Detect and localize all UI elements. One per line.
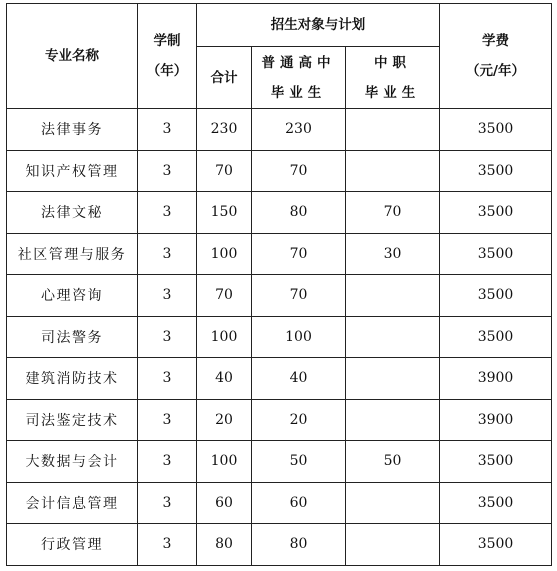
cell-years: 3 [138, 524, 197, 566]
cell-highschool: 60 [252, 482, 346, 524]
cell-total: 80 [197, 524, 252, 566]
cell-years: 3 [138, 233, 197, 275]
cell-fee: 3500 [440, 524, 552, 566]
cell-years: 3 [138, 358, 197, 400]
cell-total: 70 [197, 150, 252, 192]
enrollment-plan-table [6, 3, 552, 566]
cell-total: 100 [197, 233, 252, 275]
cell-vocational [346, 482, 440, 524]
cell-years: 3 [138, 399, 197, 441]
cell-total: 100 [197, 441, 252, 483]
cell-highschool: 100 [252, 316, 346, 358]
cell-years: 3 [138, 482, 197, 524]
header-total: 合计 [197, 47, 252, 109]
table-row [7, 399, 552, 441]
cell-major: 心理咨询 [7, 275, 138, 317]
cell-vocational [346, 524, 440, 566]
cell-total: 20 [197, 399, 252, 441]
cell-major: 法律文秘 [7, 192, 138, 234]
cell-major: 建筑消防技术 [7, 358, 138, 400]
cell-years: 3 [138, 441, 197, 483]
cell-total: 230 [197, 109, 252, 151]
header-plan-group: 招生对象与计划 [197, 4, 440, 47]
cell-major: 会计信息管理 [7, 482, 138, 524]
table-row [7, 316, 552, 358]
header-fee: 学费 （元/年） [440, 4, 552, 109]
cell-fee: 3500 [440, 109, 552, 151]
cell-major: 司法警务 [7, 316, 138, 358]
cell-vocational: 70 [346, 192, 440, 234]
cell-vocational: 30 [346, 233, 440, 275]
table-row [7, 358, 552, 400]
table-row [7, 109, 552, 151]
cell-total: 40 [197, 358, 252, 400]
cell-total: 60 [197, 482, 252, 524]
cell-total: 150 [197, 192, 252, 234]
cell-highschool: 70 [252, 150, 346, 192]
table-row [7, 150, 552, 192]
cell-vocational [346, 275, 440, 317]
cell-major: 司法鉴定技术 [7, 399, 138, 441]
table-row [7, 482, 552, 524]
cell-vocational [346, 316, 440, 358]
table-row [7, 524, 552, 566]
cell-highschool: 40 [252, 358, 346, 400]
cell-major: 法律事务 [7, 109, 138, 151]
header-vocational: 中职 毕业生 [346, 47, 440, 109]
cell-fee: 3500 [440, 233, 552, 275]
cell-highschool: 20 [252, 399, 346, 441]
cell-years: 3 [138, 316, 197, 358]
cell-years: 3 [138, 109, 197, 151]
table-row [7, 233, 552, 275]
cell-fee: 3500 [440, 482, 552, 524]
table-row [7, 192, 552, 234]
table-header [7, 4, 552, 109]
cell-major: 大数据与会计 [7, 441, 138, 483]
cell-vocational [346, 358, 440, 400]
cell-highschool: 50 [252, 441, 346, 483]
cell-highschool: 230 [252, 109, 346, 151]
cell-fee: 3900 [440, 358, 552, 400]
cell-fee: 3500 [440, 441, 552, 483]
cell-highschool: 80 [252, 192, 346, 234]
cell-vocational [346, 109, 440, 151]
cell-major: 知识产权管理 [7, 150, 138, 192]
table-row [7, 275, 552, 317]
header-years: 学制 （年） [138, 4, 197, 109]
cell-years: 3 [138, 192, 197, 234]
cell-highschool: 70 [252, 275, 346, 317]
table-body [7, 109, 552, 566]
cell-total: 70 [197, 275, 252, 317]
cell-fee: 3900 [440, 399, 552, 441]
cell-vocational [346, 150, 440, 192]
header-highschool: 普通高中 毕业生 [252, 47, 346, 109]
cell-highschool: 70 [252, 233, 346, 275]
cell-fee: 3500 [440, 192, 552, 234]
cell-major: 行政管理 [7, 524, 138, 566]
cell-total: 100 [197, 316, 252, 358]
cell-vocational: 50 [346, 441, 440, 483]
cell-fee: 3500 [440, 275, 552, 317]
cell-vocational [346, 399, 440, 441]
cell-highschool: 80 [252, 524, 346, 566]
cell-major: 社区管理与服务 [7, 233, 138, 275]
cell-years: 3 [138, 275, 197, 317]
cell-years: 3 [138, 150, 197, 192]
cell-fee: 3500 [440, 150, 552, 192]
cell-fee: 3500 [440, 316, 552, 358]
table-row [7, 441, 552, 483]
header-major: 专业名称 [7, 4, 138, 109]
